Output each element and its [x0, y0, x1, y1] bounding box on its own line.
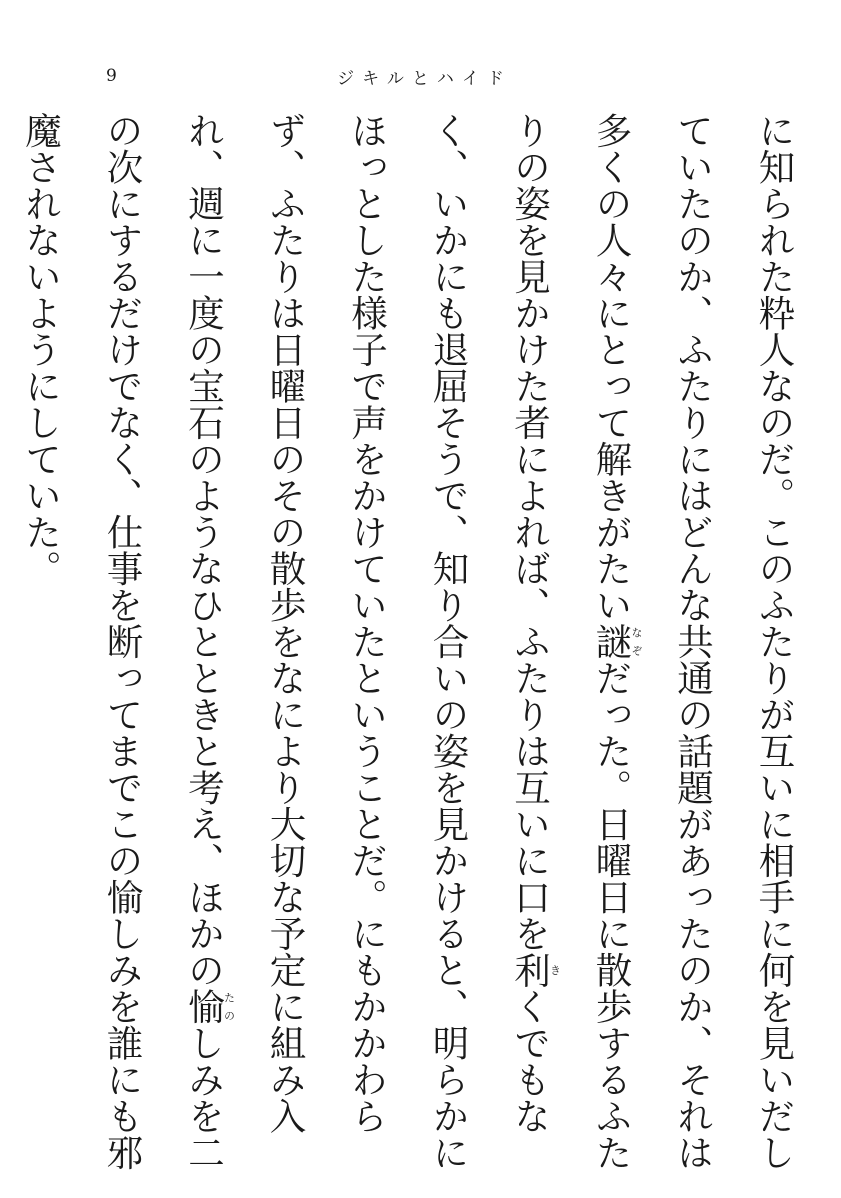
- body-text: [0, 112, 815, 1172]
- ruby-annotation: 利き: [508, 951, 562, 988]
- ruby-annotation: 愉たの: [182, 988, 236, 1025]
- page-number: 9: [106, 66, 118, 86]
- paragraph-1: に知られた粋人なのだ。このふたりが互いに相手に何を見いだしていたのか、ふたりにはどんな共通の話題があったのか、それは多くの人々にとって解きがたい謎なぞだった。日曜日に散歩するふたりの姿を見かけた者によれば、ふたりは互いに口を利きくでもなく、いかにも退屈そうで、知り合いの姿を見かけると、明らかにほっとした様子で声をかけていたということだ。にもかかわらず、ふたりは日曜日のその散歩をなにより大切な予定に組み入れ、週に一度の宝石のようなひとときと考え、ほかの愉たのしみを二の次にするだけでなく、仕事を断ってまでこの愉しみを誰にも邪魔されないようにしていた。: [19, 112, 796, 1171]
- running-head: ジキルとハイド: [337, 69, 512, 89]
- ruby-annotation: 謎なぞ: [590, 623, 643, 660]
